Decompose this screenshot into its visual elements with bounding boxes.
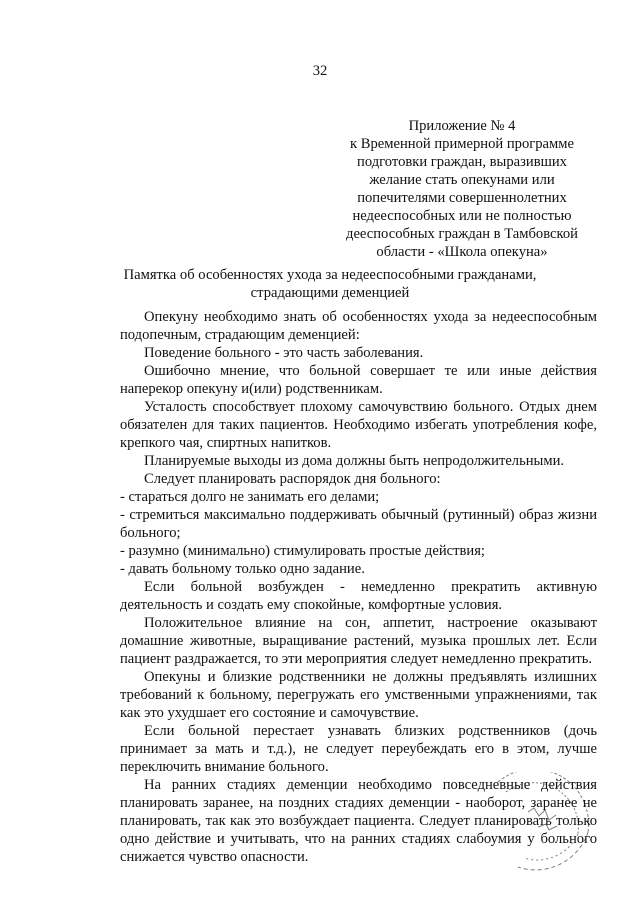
appendix-line: к Временной примерной программе xyxy=(350,136,574,152)
document-title xyxy=(90,266,570,302)
list-item: - разумно (минимально) стимулировать простые действия; xyxy=(120,543,485,559)
paragraph: Следует планировать распорядок дня больного: xyxy=(144,471,441,487)
appendix-line: области - «Школа опекуна» xyxy=(376,244,548,260)
paragraph: Положительное влияние на сон, аппетит, настроение оказывают домашние животные, выращивание растений, музыка прошлых лет. Если пациент раздражается, то эти мероприятия следует немедленно прекратить. xyxy=(120,615,597,667)
appendix-line: дееспособных граждан в Тамбовской xyxy=(346,226,578,242)
title-line: Памятка об особенностях ухода за недееспособными гражданами, xyxy=(123,267,537,283)
paragraph: Планируемые выходы из дома должны быть непродолжительными. xyxy=(144,453,565,469)
paragraph: Ошибочно мнение, что больной совершает те или иные действия наперекор опекуну и(или) родственникам. xyxy=(120,363,597,397)
paragraph: На ранних стадиях деменции необходимо повседневные действия планировать заранее, на поздних стадиях деменции - наоборот, заранее не планировать, так как это возбуждает пациента. Следует планировать только одно действие и учитывать, что на ранних стадиях слабоумия у больного снижается чувство опасности. xyxy=(120,777,597,865)
paragraph: Опекуны и близкие родственники не должны предъявлять излишних требований к больному, перегружать его умственными упражнениями, так как это ухудшает его состояние и самочувствие. xyxy=(120,669,597,721)
title-line: страдающими деменцией xyxy=(250,285,410,301)
appendix-line: подготовки граждан, выразивших xyxy=(357,154,567,170)
list-item: - давать больному только одно задание. xyxy=(120,561,365,577)
appendix-line: желание стать опекунами или xyxy=(369,172,555,188)
appendix-line: Приложение № 4 xyxy=(408,118,516,134)
paragraph: Если больной перестает узнавать близких родственников (дочь принимает за мать и т.д.), не следует переубеждать его в этом, лучше переключить внимание больного. xyxy=(120,723,597,775)
paragraph: Поведение больного - это часть заболевания. xyxy=(144,345,424,361)
list-item: - стараться долго не занимать его делами; xyxy=(120,489,380,505)
paragraph: Опекуну необходимо знать об особенностях ухода за недееспособным подопечным, страдающим деменцией: xyxy=(120,309,597,343)
appendix-line: недееспособных или не полностью xyxy=(352,208,572,224)
appendix-header xyxy=(312,117,612,261)
paragraph: Если больной возбужден - немедленно прекратить активную деятельность и создать ему спокойные, комфортные условия. xyxy=(120,579,597,613)
appendix-line: попечителями совершеннолетних xyxy=(357,190,567,206)
official-stamp-icon xyxy=(478,772,598,872)
page-number: 32 xyxy=(312,63,328,79)
paragraph: Усталость способствует плохому самочувствию больного. Отдых днем обязателен для таких пациентов. Необходимо избегать употребления кофе, крепкого чая, спиртных напитков. xyxy=(120,399,597,451)
list-item: - стремиться максимально поддерживать обычный (рутинный) образ жизни больного; xyxy=(120,507,597,541)
